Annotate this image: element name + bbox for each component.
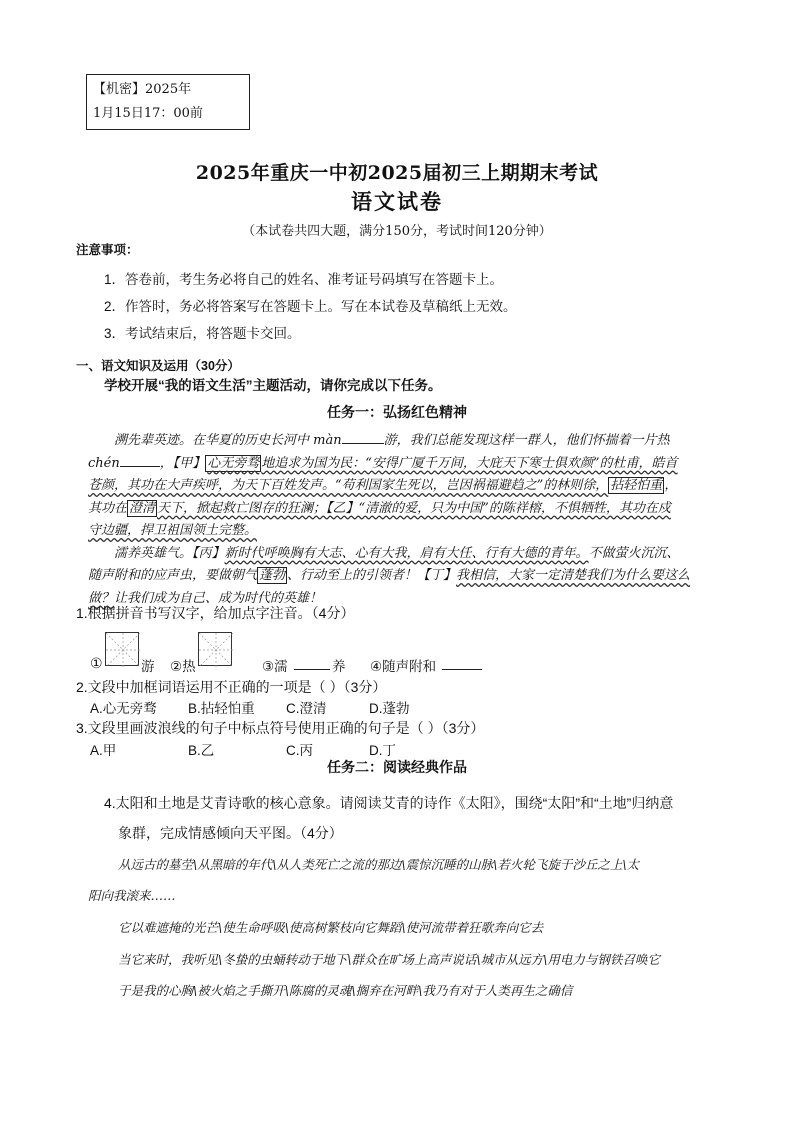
q3-option[interactable]: B.乙 (188, 743, 215, 758)
wavy-sentence: 地追求为国为民：“安得广厦千万间，大庇天下寒士俱欢颜”的杜甫，皓首 (261, 455, 678, 471)
framed-word: 蓬勃 (259, 568, 286, 583)
poem-line: 它以难遮掩的光芒\使生命呼吸\使高树繁枝向它舞蹈\使河流带着狂歌奔向它去 (118, 920, 544, 935)
q3-option[interactable]: C.丙 (286, 743, 313, 758)
wavy-sentence: 我相信，大家一定清楚我们为什么要这么 (456, 568, 691, 583)
framed-word: 澄清 (129, 500, 156, 516)
grid-guides (199, 633, 233, 667)
question-4: 4.太阳和土地是艾青诗歌的核心意象。请阅读艾青的诗作《太阳》，围绕“太阳”和“土地”归纳意 (104, 795, 674, 811)
q2-option[interactable]: D.蓬勃 (369, 701, 410, 716)
notes-heading: 注意事项： (76, 242, 139, 257)
passage-text: 濡养英雄气。【丙】 (114, 545, 225, 561)
passage-text: 随声附和的应声虫，要做朝气 (88, 568, 258, 583)
exam-info: （本试卷共四大题，满分150分，考试时间120分钟） (242, 224, 552, 239)
framed-word: 心无旁骛 (207, 455, 260, 471)
exam-subject: 语文试卷 (351, 189, 443, 214)
q1-item: ③濡 (262, 659, 288, 674)
poem-line: 于是我的心胸\被火焰之手撕开\陈腐的灵魂\搁弃在河畔\我乃有对于人类再生之确信 (118, 983, 573, 998)
passage-text: ，【甲】 (159, 455, 206, 471)
wavy-sentence: 守边疆，捍卫祖国领土完整。 (88, 523, 258, 538)
passage-text: 溯先辈英迹。在华夏的历史长河中 màn (114, 433, 342, 448)
framed-word: 拈轻怕重 (610, 478, 663, 493)
grid-guides (106, 633, 140, 667)
q2-option[interactable]: A.心无旁骛 (90, 701, 157, 716)
answer-blank (342, 431, 384, 444)
passage-text: ， (664, 478, 678, 493)
poem-line: 当它来时，我听见\冬蛰的虫蛹转动于地下\群众在旷场上高声说话\城市从远方\用电力与钢铁召唤它 (118, 952, 660, 967)
question-1: 1.根据拼音书写汉字，给加点字注音。（4分） (76, 605, 355, 621)
wavy-sentence: 天下，掀起救亡图存的狂澜；【乙】“清澈的爱，只为中国”的陈祥榕，不惧牺牲，其功在戍 (157, 500, 671, 516)
answer-blank[interactable] (442, 657, 482, 670)
note-item: 1．答卷前，考生务必将自己的姓名、准考证号码填写在答题卡上。 (104, 272, 504, 287)
passage-text: 其功在 (88, 500, 128, 516)
question-3: 3.文段里画波浪线的句子中标点符号使用正确的句子是（ ）（3分） (76, 720, 485, 736)
q3-option[interactable]: D.丁 (369, 743, 396, 758)
answer-blank (120, 454, 160, 467)
task-heading: 任务二：阅读经典作品 (327, 759, 467, 775)
note-item: 2．作答时，务必将答案写在答题卡上。写在本试卷及草稿纸上无效。 (104, 299, 517, 314)
confidential-deadline: 1月15日17：00前 (93, 106, 203, 121)
q1-item-marker: ① (90, 655, 103, 671)
q1-item: ④随声附和 (370, 659, 437, 674)
passage-text: chén (88, 455, 120, 471)
character-grid-box[interactable] (105, 632, 139, 666)
confidential-box (86, 74, 250, 130)
question-2: 2.文段中加框词语运用不正确的一项是（ ）（3分） (76, 679, 387, 695)
poem-line: 阳向我滚来…… (88, 888, 176, 903)
section-heading: 一、语文知识及运用（30分） (76, 359, 240, 373)
passage-text: 、行动至上的引领者！【丁】 (287, 568, 457, 583)
q1-item: 养 (332, 659, 346, 674)
q2-option[interactable]: B.拈轻怕重 (188, 701, 255, 716)
q1-item: ②热 (170, 659, 196, 674)
passage-text: 让我们成为自己、成为时代的英雄！ (114, 590, 323, 606)
poem-line: 从远古的墓茔\从黑暗的年代\从人类死亡之流的那边\震惊沉睡的山脉\若火轮飞旋于沙丘之上\太 (118, 857, 640, 872)
character-grid-box[interactable] (198, 632, 232, 666)
section-intro: 学校开展“我的语文生活”主题活动，请你完成以下任务。 (104, 378, 442, 393)
question-4-cont: 象群，完成情感倾向天平图。（4分） (118, 825, 343, 841)
note-item: 3．考试结束后，将答题卡交回。 (104, 326, 301, 341)
confidential-label: 【机密】2025年 (93, 82, 192, 97)
q2-option[interactable]: C.澄清 (286, 701, 327, 716)
q3-option[interactable]: A.甲 (90, 743, 117, 758)
wavy-sentence: 苍颜，其功在大声疾呼，为天下百姓发声。“苟利国家生死以，岂因祸福避趋之”的林则徐， (88, 478, 609, 493)
passage-text: 不做萤火沉沉、 (588, 545, 680, 561)
wavy-sentence: 做？ (88, 590, 115, 606)
passage-text: 游，我们总能发现这样一群人，他们怀揣着一片热 (383, 433, 670, 448)
reading-passage (88, 430, 724, 610)
wavy-sentence: 新时代呼唤胸有大志、心有大我，肩有大任、行有大德的青年。 (224, 545, 589, 561)
answer-blank[interactable] (294, 657, 330, 670)
q1-item: 游 (141, 659, 155, 674)
exam-title: 2025年重庆一中初2025届初三上期期末考试 (195, 162, 599, 184)
task-heading: 任务一：弘扬红色精神 (327, 404, 467, 420)
